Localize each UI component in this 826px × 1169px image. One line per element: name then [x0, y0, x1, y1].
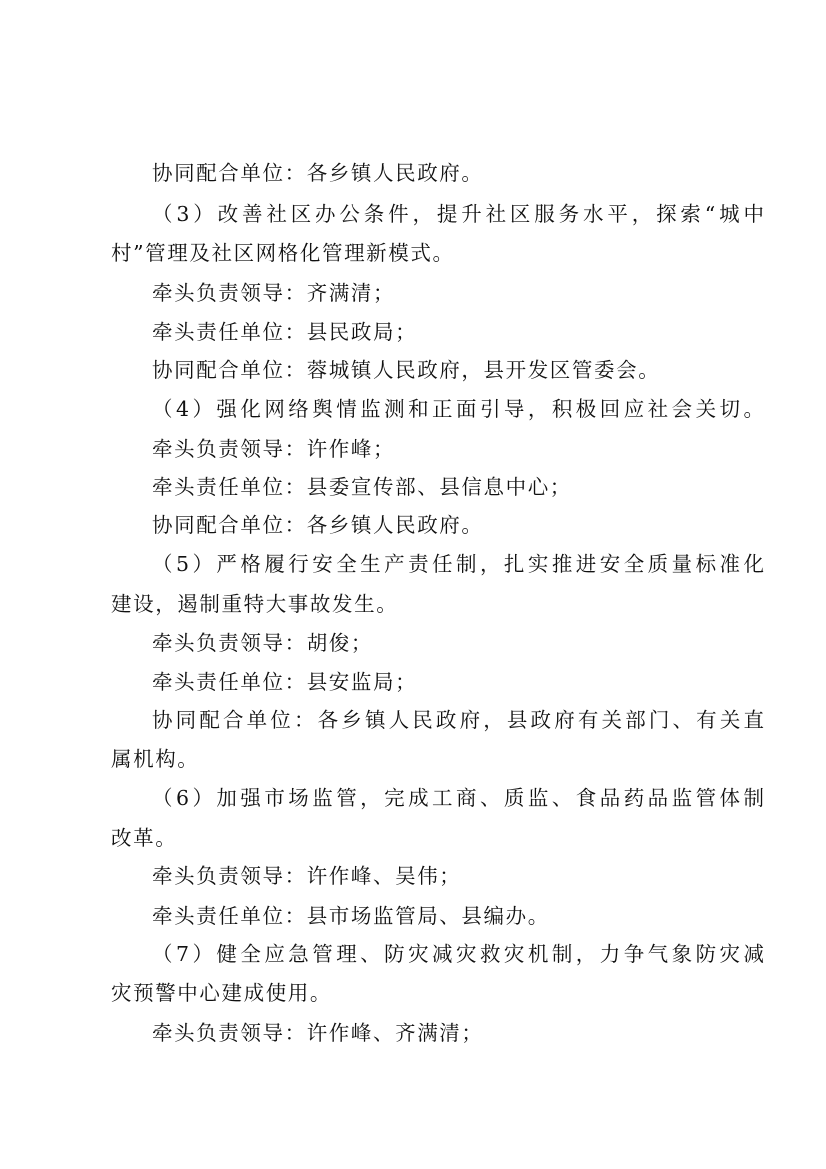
text-line: 牵头负责领导：齐满清； — [152, 281, 396, 305]
text-line: 牵头负责领导：许作峰、吴伟； — [152, 864, 462, 888]
text-line: 属机构。 — [111, 747, 200, 771]
text-line: 协同配合单位：各乡镇人民政府，县政府有关部门、有关直 — [152, 708, 764, 732]
text-line: （7）健全应急管理、防灾减灾救灾机制，力争气象防灾减 — [152, 942, 764, 966]
text-line: 建设，遏制重特大事故发生。 — [111, 592, 399, 616]
text-line: 牵头责任单位：县民政局； — [152, 320, 418, 344]
text-line: 改革。 — [111, 826, 178, 850]
text-line: 牵头负责领导：许作峰、齐满清； — [152, 1021, 484, 1045]
text-line: 牵头责任单位：县安监局； — [152, 670, 418, 694]
text-line: 灾预警中心建成使用。 — [111, 981, 332, 1005]
text-line: 牵头负责领导：许作峰； — [152, 437, 396, 461]
text-line: （6）加强市场监管，完成工商、质监、食品药品监管体制 — [152, 786, 764, 810]
text-line: 协同配合单位：各乡镇人民政府。 — [152, 513, 484, 537]
text-line: （4）强化网络舆情监测和正面引导，积极回应社会关切。 — [152, 397, 764, 421]
text-line: 牵头负责领导：胡俊； — [152, 631, 373, 655]
text-line: 协同配合单位：各乡镇人民政府。 — [152, 161, 484, 185]
text-line: （5）严格履行安全生产责任制，扎实推进安全质量标准化 — [152, 552, 764, 576]
text-line: （3）改善社区办公条件，提升社区服务水平，探索“城中 — [152, 202, 764, 226]
text-line: 牵头责任单位：县市场监管局、县编办。 — [152, 904, 550, 928]
text-line: 村”管理及社区网格化管理新模式。 — [111, 241, 455, 265]
text-line: 牵头责任单位：县委宣传部、县信息中心； — [152, 475, 572, 499]
text-line: 协同配合单位：蓉城镇人民政府，县开发区管委会。 — [152, 358, 661, 382]
